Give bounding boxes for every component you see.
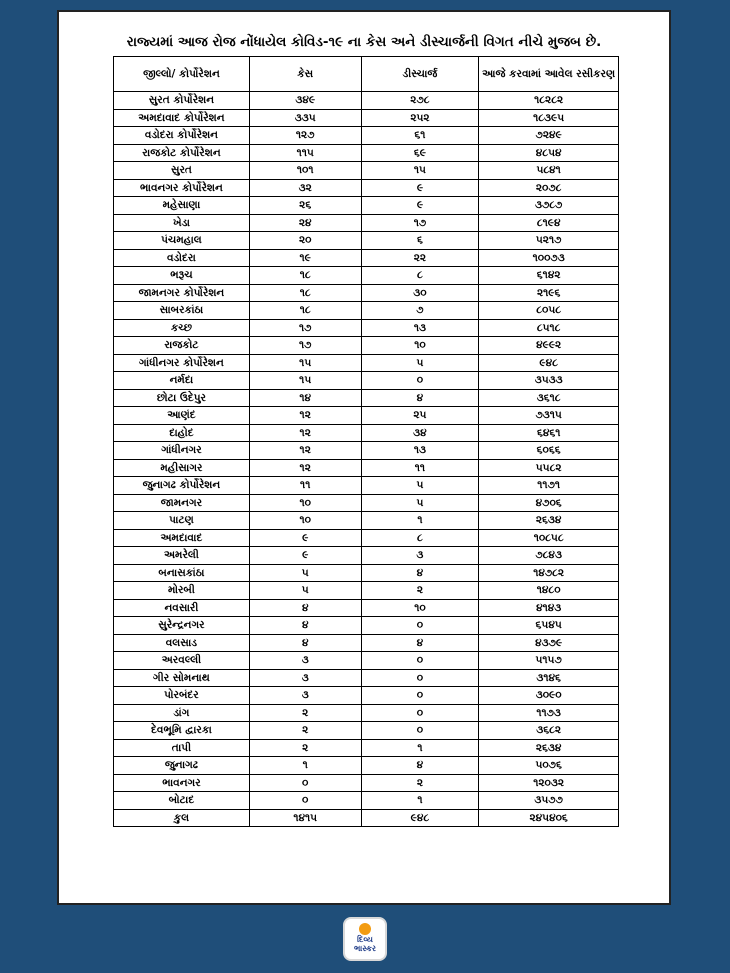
- cell-vaccination: ૩૬૮૨: [479, 722, 619, 740]
- cell-district: ભાવનગર કોર્પોરેશન: [114, 179, 250, 197]
- cell-district: કુલ: [114, 809, 250, 827]
- cell-cases: ૧૭: [249, 337, 361, 355]
- cell-district: ડાંગ: [114, 704, 250, 722]
- cell-district: વડોદરા કોર્પોરેશન: [114, 127, 250, 145]
- cell-cases: ૦: [249, 774, 361, 792]
- cell-cases: ૧૨: [249, 424, 361, 442]
- cell-discharge: ૦: [361, 687, 479, 705]
- cell-district: સુરત કોર્પોરેશન: [114, 92, 250, 110]
- cell-cases: ૯: [249, 547, 361, 565]
- cell-discharge: ૨૫: [361, 407, 479, 425]
- document-page: [57, 10, 671, 905]
- cell-district: સુરેન્દ્રનગર: [114, 617, 250, 635]
- cell-district: જુનાગઢ: [114, 757, 250, 775]
- cell-discharge: ૬૧: [361, 127, 479, 145]
- cell-vaccination: ૧૮૩૯૫: [479, 109, 619, 127]
- cell-discharge: ૧૫: [361, 162, 479, 180]
- cell-discharge: ૨૨: [361, 249, 479, 267]
- cell-cases: ૨૪: [249, 214, 361, 232]
- cell-cases: ૧૮: [249, 267, 361, 285]
- table-row: [114, 494, 619, 512]
- header-cases: કેસ: [249, 57, 361, 92]
- cell-district: અમદાવાદ કોર્પોરેશન: [114, 109, 250, 127]
- cell-cases: ૧૯: [249, 249, 361, 267]
- table-row: [114, 424, 619, 442]
- cell-discharge: ૩૦: [361, 284, 479, 302]
- table-row: [114, 372, 619, 390]
- cell-vaccination: ૩૭૮૭: [479, 197, 619, 215]
- cell-discharge: ૯: [361, 179, 479, 197]
- cell-discharge: ૯: [361, 197, 479, 215]
- cell-cases: ૯: [249, 529, 361, 547]
- cell-vaccination: ૯૪૮: [479, 354, 619, 372]
- cell-discharge: ૪: [361, 757, 479, 775]
- cell-vaccination: ૫૨૧૭: [479, 232, 619, 250]
- cell-vaccination: ૭૨૪૯: [479, 127, 619, 145]
- table-row: [114, 179, 619, 197]
- cell-cases: ૦: [249, 792, 361, 810]
- cell-vaccination: ૨૧૯૬: [479, 284, 619, 302]
- table-row: [114, 92, 619, 110]
- cell-cases: ૫: [249, 564, 361, 582]
- cell-vaccination: ૨૦૭૮: [479, 179, 619, 197]
- cell-discharge: ૦: [361, 372, 479, 390]
- cell-discharge: ૨૫૨: [361, 109, 479, 127]
- cell-cases: ૫: [249, 582, 361, 600]
- cell-district: જુનાગઢ કોર્પોરેશન: [114, 477, 250, 495]
- covid-table: [113, 56, 619, 827]
- cell-discharge: ૨: [361, 774, 479, 792]
- cell-cases: ૨: [249, 704, 361, 722]
- cell-district: પાટણ: [114, 512, 250, 530]
- cell-vaccination: ૫૧૫૭: [479, 652, 619, 670]
- table-row: [114, 757, 619, 775]
- table-row: [114, 249, 619, 267]
- cell-vaccination: ૪૮૫૪: [479, 144, 619, 162]
- cell-cases: ૧૨: [249, 459, 361, 477]
- cell-vaccination: ૨૬૩૪: [479, 512, 619, 530]
- cell-district: જામનગર કોર્પોરેશન: [114, 284, 250, 302]
- cell-district: અરવલ્લી: [114, 652, 250, 670]
- table-row: [114, 704, 619, 722]
- cell-district: અમદાવાદ: [114, 529, 250, 547]
- cell-discharge: ૭: [361, 302, 479, 320]
- table-row: [114, 267, 619, 285]
- cell-cases: ૪: [249, 634, 361, 652]
- cell-discharge: ૪: [361, 634, 479, 652]
- table-row: [114, 652, 619, 670]
- cell-discharge: ૫: [361, 494, 479, 512]
- table-row: [114, 162, 619, 180]
- cell-cases: ૩: [249, 687, 361, 705]
- cell-vaccination: ૧૦૮૫૮: [479, 529, 619, 547]
- cell-vaccination: ૧૪૮૦: [479, 582, 619, 600]
- cell-vaccination: ૩૧૪૬: [479, 669, 619, 687]
- table-body: [114, 92, 619, 827]
- cell-cases: ૧૭: [249, 319, 361, 337]
- cell-cases: ૧૨૭: [249, 127, 361, 145]
- table-row: [114, 459, 619, 477]
- cell-district: દેવભૂમિ દ્વારકા: [114, 722, 250, 740]
- cell-discharge: ૧: [361, 739, 479, 757]
- cell-district: મોરબી: [114, 582, 250, 600]
- cell-discharge: ૧: [361, 512, 479, 530]
- header-discharge: ડીસ્ચાર્જ: [361, 57, 479, 92]
- cell-district: સાબરકાંઠા: [114, 302, 250, 320]
- table-row: [114, 582, 619, 600]
- cell-vaccination: ૩૦૯૦: [479, 687, 619, 705]
- table-row: [114, 302, 619, 320]
- table-row: [114, 722, 619, 740]
- cell-cases: ૨૦: [249, 232, 361, 250]
- cell-discharge: ૧૦: [361, 337, 479, 355]
- cell-cases: ૧૦: [249, 494, 361, 512]
- cell-district: મહીસાગર: [114, 459, 250, 477]
- sun-icon: [359, 923, 371, 935]
- cell-discharge: ૮: [361, 267, 479, 285]
- cell-vaccination: ૩૬૧૮: [479, 389, 619, 407]
- table-row: [114, 792, 619, 810]
- cell-cases: ૩: [249, 652, 361, 670]
- cell-cases: ૨: [249, 739, 361, 757]
- cell-vaccination: ૩૫૩૩: [479, 372, 619, 390]
- cell-cases: ૨: [249, 722, 361, 740]
- table-row: [114, 407, 619, 425]
- cell-district: દાહોદ: [114, 424, 250, 442]
- cell-vaccination: ૭૩૧૫: [479, 407, 619, 425]
- cell-district: નર્મદા: [114, 372, 250, 390]
- table-row: [114, 687, 619, 705]
- cell-discharge: ૮: [361, 529, 479, 547]
- cell-district: ભરૂચ: [114, 267, 250, 285]
- cell-discharge: ૩: [361, 547, 479, 565]
- cell-district: રાજકોટ કોર્પોરેશન: [114, 144, 250, 162]
- cell-cases: ૩૨: [249, 179, 361, 197]
- cell-vaccination: ૬૪૬૧: [479, 424, 619, 442]
- table-row: [114, 564, 619, 582]
- cell-vaccination: ૮૦૫૮: [479, 302, 619, 320]
- header-district: જીલ્લો/ કોર્પોરેશન: [114, 57, 250, 92]
- table-row: [114, 127, 619, 145]
- cell-vaccination: ૬૧૪૨: [479, 267, 619, 285]
- logo-text-line1: દિવ્ય: [357, 935, 373, 944]
- cell-discharge: ૪: [361, 389, 479, 407]
- table-row: [114, 669, 619, 687]
- cell-district: નવસારી: [114, 599, 250, 617]
- table-row: [114, 512, 619, 530]
- cell-district: તાપી: [114, 739, 250, 757]
- cell-cases: ૧૧: [249, 477, 361, 495]
- cell-discharge: ૦: [361, 722, 479, 740]
- table-row: [114, 442, 619, 460]
- cell-district: ગાંધીનગર: [114, 442, 250, 460]
- cell-discharge: ૧૦: [361, 599, 479, 617]
- cell-cases: ૧૫: [249, 372, 361, 390]
- cell-cases: ૩: [249, 669, 361, 687]
- cell-cases: ૧: [249, 757, 361, 775]
- header-vaccination: આજે કરવામાં આવેલ રસીકરણ: [479, 57, 619, 92]
- cell-discharge: ૪: [361, 564, 479, 582]
- cell-district: ગીર સોમનાથ: [114, 669, 250, 687]
- cell-cases: ૧૪૧૫: [249, 809, 361, 827]
- cell-district: મહેસાણા: [114, 197, 250, 215]
- cell-district: વડોદરા: [114, 249, 250, 267]
- cell-cases: ૧૫: [249, 354, 361, 372]
- cell-district: ખેડા: [114, 214, 250, 232]
- cell-vaccination: ૧૧૭૩: [479, 704, 619, 722]
- table-row: [114, 214, 619, 232]
- table-row: [114, 477, 619, 495]
- cell-vaccination: ૧૮૨૮૨: [479, 92, 619, 110]
- cell-cases: ૧૨: [249, 407, 361, 425]
- cell-discharge: ૯૪૮: [361, 809, 479, 827]
- cell-district: બનાસકાંઠા: [114, 564, 250, 582]
- cell-district: રાજકોટ: [114, 337, 250, 355]
- cell-discharge: ૫: [361, 477, 479, 495]
- cell-vaccination: ૪૭૦૬: [479, 494, 619, 512]
- cell-cases: ૧૮: [249, 284, 361, 302]
- cell-vaccination: ૮૫૧૮: [479, 319, 619, 337]
- cell-discharge: ૧૧: [361, 459, 479, 477]
- cell-discharge: ૬: [361, 232, 479, 250]
- cell-vaccination: ૭૮૪૩: [479, 547, 619, 565]
- cell-vaccination: ૪૩૭૯: [479, 634, 619, 652]
- cell-discharge: ૨: [361, 582, 479, 600]
- cell-district: વલસાડ: [114, 634, 250, 652]
- cell-discharge: ૨૭૮: [361, 92, 479, 110]
- cell-district: સુરત: [114, 162, 250, 180]
- table-row: [114, 389, 619, 407]
- cell-district: અમરેલી: [114, 547, 250, 565]
- cell-vaccination: ૩૫૭૭: [479, 792, 619, 810]
- cell-district: ગાંધીનગર કોર્પોરેશન: [114, 354, 250, 372]
- cell-cases: ૪: [249, 617, 361, 635]
- table-row: [114, 354, 619, 372]
- table-row: [114, 634, 619, 652]
- table-row: [114, 774, 619, 792]
- table-row: [114, 284, 619, 302]
- cell-cases: ૧૨: [249, 442, 361, 460]
- cell-discharge: ૩૪: [361, 424, 479, 442]
- cell-vaccination: ૧૨૦૩૨: [479, 774, 619, 792]
- cell-district: જામનગર: [114, 494, 250, 512]
- table-row: [114, 547, 619, 565]
- cell-vaccination: ૫૮૪૧: [479, 162, 619, 180]
- table-row: [114, 739, 619, 757]
- cell-district: છોટા ઉદેપુર: [114, 389, 250, 407]
- divya-bhaskar-logo: [343, 917, 387, 961]
- cell-cases: ૨૬: [249, 197, 361, 215]
- cell-vaccination: ૧૦૦૭૩: [479, 249, 619, 267]
- table-row: [114, 599, 619, 617]
- cell-discharge: ૧: [361, 792, 479, 810]
- cell-district: પોરબંદર: [114, 687, 250, 705]
- cell-vaccination: ૪૯૯૨: [479, 337, 619, 355]
- table-row: [114, 197, 619, 215]
- cell-vaccination: ૧૧૭૧: [479, 477, 619, 495]
- cell-discharge: ૦: [361, 652, 479, 670]
- table-row: [114, 337, 619, 355]
- cell-discharge: ૦: [361, 704, 479, 722]
- table-row: [114, 109, 619, 127]
- cell-cases: ૧૦: [249, 512, 361, 530]
- cell-vaccination: ૨૪૫૪૦૬: [479, 809, 619, 827]
- cell-vaccination: ૮૧૯૪: [479, 214, 619, 232]
- table-header-row: [114, 57, 619, 92]
- cell-cases: ૪: [249, 599, 361, 617]
- cell-cases: ૧૮: [249, 302, 361, 320]
- logo-text-line2: ભાસ્કર: [353, 944, 377, 953]
- cell-cases: ૩૩૫: [249, 109, 361, 127]
- table-row: [114, 529, 619, 547]
- cell-cases: ૧૧૫: [249, 144, 361, 162]
- table-row: [114, 617, 619, 635]
- cell-discharge: ૦: [361, 617, 479, 635]
- page-title: રાજ્યમાં આજ રોજ નોંધાયેલ કોવિડ-૧૯ ના કેસ અને ડીસ્ચાર્જની વિગત નીચે મુજબ છે.: [126, 34, 602, 50]
- cell-district: ભાવનગર: [114, 774, 250, 792]
- table-row: [114, 144, 619, 162]
- cell-vaccination: ૫૫૮૨: [479, 459, 619, 477]
- cell-district: પંચમહાલ: [114, 232, 250, 250]
- cell-discharge: ૫: [361, 354, 479, 372]
- cell-vaccination: ૫૦૭૬: [479, 757, 619, 775]
- cell-vaccination: ૬૦૬૬: [479, 442, 619, 460]
- cell-vaccination: ૨૬૩૪: [479, 739, 619, 757]
- cell-discharge: ૧૩: [361, 319, 479, 337]
- cell-cases: ૧૦૧: [249, 162, 361, 180]
- cell-discharge: ૦: [361, 669, 479, 687]
- cell-cases: ૩૪૯: [249, 92, 361, 110]
- cell-cases: ૧૪: [249, 389, 361, 407]
- cell-vaccination: ૧૪૭૮૨: [479, 564, 619, 582]
- table-row: [114, 319, 619, 337]
- cell-discharge: ૧૩: [361, 442, 479, 460]
- cell-discharge: ૧૭: [361, 214, 479, 232]
- cell-discharge: ૬૯: [361, 144, 479, 162]
- cell-vaccination: ૬૫૪૫: [479, 617, 619, 635]
- table-total-row: [114, 809, 619, 827]
- cell-vaccination: ૪૧૪૩: [479, 599, 619, 617]
- cell-district: બોટાદ: [114, 792, 250, 810]
- cell-district: આણંદ: [114, 407, 250, 425]
- cell-district: કચ્છ: [114, 319, 250, 337]
- table-row: [114, 232, 619, 250]
